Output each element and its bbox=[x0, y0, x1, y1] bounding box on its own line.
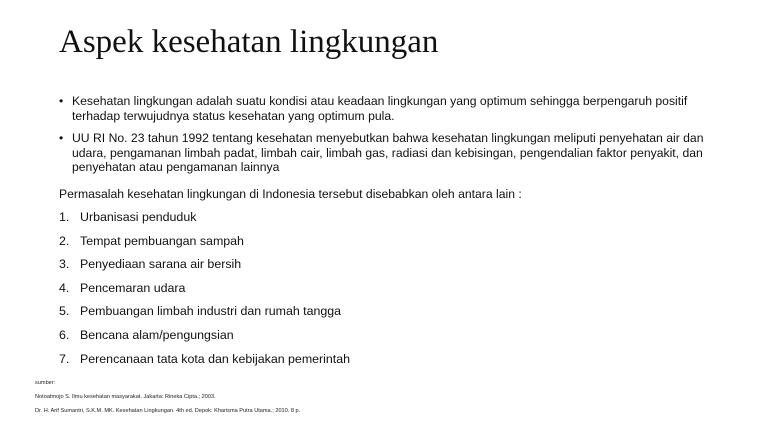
list-text: Tempat pembuangan sampah bbox=[80, 233, 244, 248]
list-item bbox=[59, 327, 350, 351]
bullet-text: UU RI No. 23 tahun 1992 tentang kesehatan menyebutkan bahwa kesehatan lingkungan meliputi penyehatan air dan udara, pengamanan limbah padat, limbah cair, limbah gas, radiasi dan kebisingan, pengendalian faktor penyakit, dan penyehatan atau pengamanan lainnya bbox=[72, 131, 704, 174]
source-references bbox=[35, 380, 300, 422]
bullet-item bbox=[59, 131, 727, 175]
list-text: Bencana alam/pengungsian bbox=[80, 327, 234, 342]
list-item bbox=[59, 303, 350, 327]
bullet-dot-icon: • bbox=[59, 131, 64, 145]
list-item bbox=[59, 209, 350, 233]
list-number: 3. bbox=[59, 257, 70, 272]
list-number: 4. bbox=[59, 280, 70, 295]
bullet-text: Kesehatan lingkungan adalah suatu kondisi atau keadaan lingkungan yang optimum sehingga berpengaruh positif terhadap terwujudnya status kesehatan yang optimum pula. bbox=[72, 94, 688, 123]
list-text: Urbanisasi penduduk bbox=[80, 210, 197, 224]
sources-label: sumber: bbox=[35, 380, 56, 386]
numbered-list bbox=[59, 209, 350, 374]
list-number: 5. bbox=[59, 304, 70, 319]
source-reference: Dr. H. Arif Sumantri, S.K.M. MK. Kesehatan Lingkungan. 4th ed. Depok: Kharisma Putra Utama.; 2010. 8 p. bbox=[35, 408, 301, 414]
slide-title: Aspek kesehatan lingkungan bbox=[59, 24, 439, 60]
list-item bbox=[59, 256, 350, 280]
list-text: Perencanaan tata kota dan kebijakan pemerintah bbox=[80, 351, 351, 366]
intro-text: Permasalah kesehatan lingkungan di Indonesia tersebut disebabkan oleh antara lain : bbox=[59, 187, 522, 201]
list-text: Pencemaran udara bbox=[80, 280, 186, 295]
list-text: Pembuangan limbah industri dan rumah tangga bbox=[80, 304, 342, 319]
bullet-list bbox=[59, 94, 727, 183]
list-item bbox=[59, 233, 350, 257]
list-item bbox=[59, 280, 350, 304]
source-reference: Notoatmojo S. Ilmu kesehatan masyarakat. Jakarta: Rineka Cipta.; 2003. bbox=[35, 394, 216, 400]
list-item bbox=[59, 351, 350, 375]
list-number: 1. bbox=[59, 210, 70, 224]
list-number: 2. bbox=[59, 233, 70, 248]
bullet-item bbox=[59, 94, 727, 123]
list-text: Penyediaan sarana air bersih bbox=[80, 257, 242, 272]
bullet-dot-icon: • bbox=[59, 94, 64, 108]
list-number: 7. bbox=[59, 351, 70, 366]
list-number: 6. bbox=[59, 327, 70, 342]
